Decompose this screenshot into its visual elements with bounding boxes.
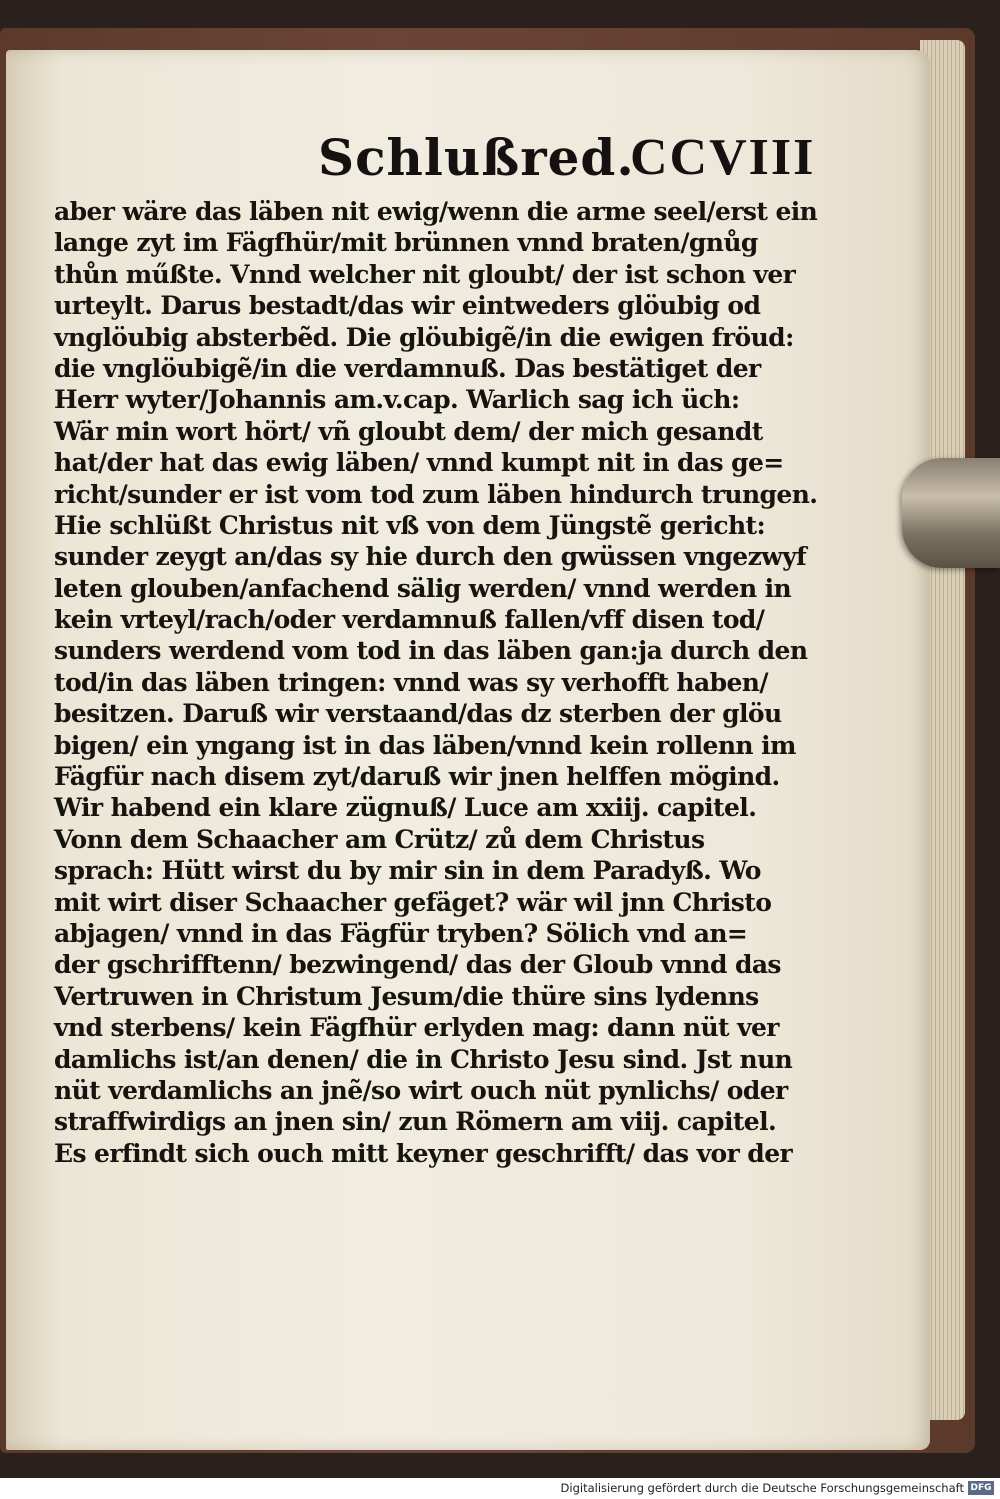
text-line: Vertruwen in Christum Jesum/die thüre sins lydenns — [54, 981, 759, 1011]
folio-number: CCVIII — [630, 129, 816, 186]
text-line: lange zyt im Fägfhür/mit brünnen vnnd braten/gnůg — [54, 228, 758, 258]
text-line: abjagen/ vnnd in das Fägfür tryben? Sölich vnd an= — [54, 918, 748, 948]
dfg-logo: DFG — [968, 1481, 994, 1495]
text-line: thůn műßte. Vnnd welcher nit gloubt/ der ist schon ver — [54, 259, 796, 289]
text-line: sprach: Hütt wirst du by mir sin in dem Paradyß. Wo — [54, 856, 761, 886]
text-line: tod/in das läben tringen: vnnd was sy verhofft haben/ — [54, 667, 768, 697]
text-line: vnd sterbens/ kein Fägfhür erlyden mag: dann nüt ver — [54, 1013, 779, 1043]
text-line: bigen/ ein yngang ist in das läben/vnnd kein rollenn im — [54, 730, 796, 760]
text-line: nüt verdamlichs an jnẽ/so wirt ouch nüt pynlichs/ oder — [54, 1075, 788, 1105]
footer-bar — [0, 1478, 1000, 1499]
text-line: aber wäre das läben nit ewig/wenn die arme seel/erst ein — [54, 197, 818, 226]
text-line: die vnglöubigẽ/in die verdamnuß. Das bestätiget der — [54, 353, 761, 383]
text-line: richt/sunder er ist vom tod zum läben hindurch trungen. — [54, 479, 818, 509]
footer-credit: Digitalisierung gefördert durch die Deutsche Forschungsgemeinschaft — [560, 1481, 964, 1495]
text-line: hat/der hat das ewig läben/ vnnd kumpt nit in das ge= — [54, 448, 784, 478]
body-text — [54, 196, 818, 1169]
running-head: Schlußred. — [318, 128, 635, 187]
text-line: Hie schlüßt Christus nit vß von dem Jüngstẽ gericht: — [54, 510, 766, 540]
text-line: Herr wyter/Johannis am.v.cap. Warlich sag ich üch: — [54, 385, 740, 415]
text-line: kein vrteyl/rach/oder verdamnuß fallen/vff disen tod/ — [54, 605, 765, 635]
text-line: leten glouben/anfachend sälig werden/ vnnd werden in — [54, 573, 792, 603]
page-clip — [902, 458, 1000, 568]
text-line: straffwirdigs an jnen sin/ zun Römern am viij. capitel. — [54, 1107, 777, 1137]
text-line: vnglöubig absterbẽd. Die glöubigẽ/in die ewigen fröud: — [54, 322, 794, 352]
text-line: sunders werdend vom tod in das läben gan:ja durch den — [54, 636, 808, 666]
text-line: mit wirt diser Schaacher gefäget? wär wil jnn Christo — [54, 887, 772, 917]
text-line: Wär min wort hört/ vñ gloubt dem/ der mich gesandt — [54, 416, 763, 446]
text-line: Es erfindt sich ouch mitt keyner geschrifft/ das vor der — [54, 1138, 793, 1168]
text-line: damlichs ist/an denen/ die in Christo Jesu sind. Jst nun — [54, 1044, 793, 1074]
text-line: Vonn dem Schaacher am Crütz/ zů dem Christus — [54, 824, 705, 854]
page-header — [0, 128, 1000, 198]
text-line: sunder zeygt an/das sy hie durch den gwüssen vngezwyf — [54, 542, 807, 572]
text-line: urteylt. Darus bestadt/das wir eintweders glöubig od — [54, 291, 761, 321]
text-line: Fägfür nach disem zyt/daruß wir jnen helffen mögind. — [54, 762, 780, 792]
text-line: der gschrifftenn/ bezwingend/ das der Gloub vnnd das — [54, 950, 781, 980]
text-line: Wir habend ein klare zügnuß/ Luce am xxiij. capitel. — [54, 793, 757, 823]
text-line: besitzen. Daruß wir verstaand/das dz sterben der glöu — [54, 699, 782, 729]
